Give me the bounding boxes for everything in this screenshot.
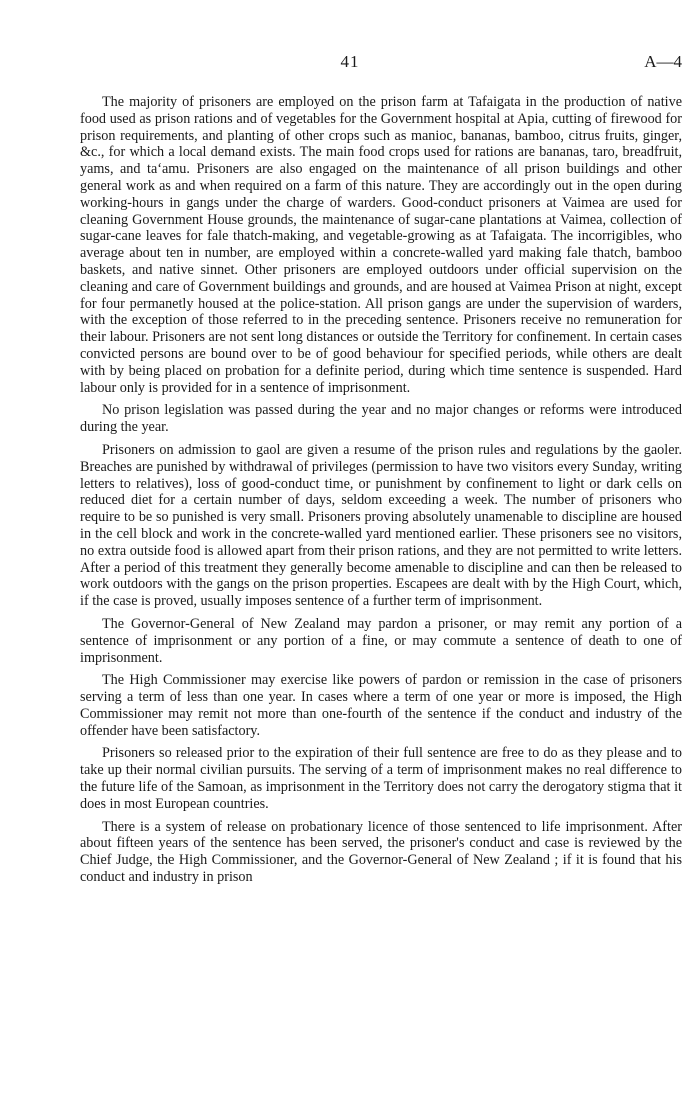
paragraph-probationary-licence: There is a system of release on probationary licence of those sentenced to life imprisonment. After about fifteen years of the sentence has been served, the prisoner's conduct and case is reviewed by the Chief Judge, the High Commissioner, and the Governor-General of New Zealand ; if it is found that his conduct and industry in prison [80,818,682,886]
paragraph-prison-legislation: No prison legislation was passed during the year and no major changes or reforms were introduced during the year. [80,402,682,436]
paragraph-high-commissioner-remission: The High Commissioner may exercise like powers of pardon or remission in the case of prisoners serving a term of less than one year. In cases where a term of one year or more is imposed, the High Commissioner may remit not more than one-fourth of the sentence if the conduct and industry of the offender have been satisfactory. [80,672,682,739]
paragraph-governor-general-pardon: The Governor-General of New Zealand may pardon a prisoner, or may remit any portion of a sentence of imprisonment or any portion of a fine, or may commute a sentence of death to one of imprisonment. [80,615,682,666]
paragraph-released-prisoners: Prisoners so released prior to the expiration of their full sentence are free to do as they please and to take up their normal civilian pursuits. The serving of a term of imprisonment makes no real difference to the future life of the Samoan, as imprisonment in the Territory does not carry the derogatory stigma that it does in most European countries. [80,745,682,812]
body-text [80,94,682,886]
page-number: 41 [340,52,360,71]
paragraph-prison-discipline: Prisoners on admission to gaol are given a resume of the prison rules and regulations by the gaoler. Breaches are punished by withdrawal of privileges (permission to have two visitors every Sunday, writing letters to relatives), loss of good-conduct time, or punishment by confinement to light or dark cells on reduced diet for a certain number of days, seldom exceeding a week. The number of prisoners who require to be so punished is very small. Prisoners proving absolutely unamenable to discipline are housed in the cell block and work in the concrete-walled yard mentioned earlier. These prisoners see no visitors, no extra outside food is allowed apart from their prison rations, and they are not permitted to write letters. After a period of this treatment they generally become amenable to discipline and can then be released to work outdoors with the gangs on the prison properties. Escapees are dealt with by the High Court, which, if the case is proved, usually imposes sentence of a further term of imprisonment. [80,441,682,610]
page-reference: A—4 [644,52,682,71]
paragraph-prison-labour: The majority of prisoners are employed on the prison farm at Tafaigata in the production of native food used as prison rations and of vegetables for the Government hospital at Apia, cutting of firewood for prison requirements, and planting of other crops such as manioc, bananas, bamboo, citrus fruits, ginger, &c., for which a local demand exists. The main food crops used for rations are bananas, taro, breadfruit, yams, and ta‘amu. Prisoners are also engaged on the maintenance of all prison buildings and other general work as and when required on a farm of this nature. They are accordingly out in the open during working-hours in gangs under the charge of warders. Good-conduct prisoners at Vaimea are used for cleaning Government House grounds, the maintenance of sugar-cane plantations at Vaimea, collection of sugar-cane leaves for fale thatch-making, and vegetable-growing as at Tafaigata. The incorrigibles, who average about ten in number, are employed within a concrete-walled yard making fale thatch, bamboo baskets, and native sinnet. Other prisoners are employed outdoors under official supervision on the cleaning and care of Government buildings and grounds, and are housed at Vaimea Prison at night, except for four permanetly housed at the police-station. All prison gangs are under the supervision of warders, with the exception of those referred to in the preceding sentence. Prisoners receive no remuneration for their labour. Prisoners are not sent long distances or outside the Territory for confinement. In certain cases convicted persons are bound over to be of good behaviour for specified periods, while others are dealt with by being placed on probation for a definite period, during which time sentence is suspended. Hard labour only is provided for in a sentence of imprisonment. [80,94,682,396]
